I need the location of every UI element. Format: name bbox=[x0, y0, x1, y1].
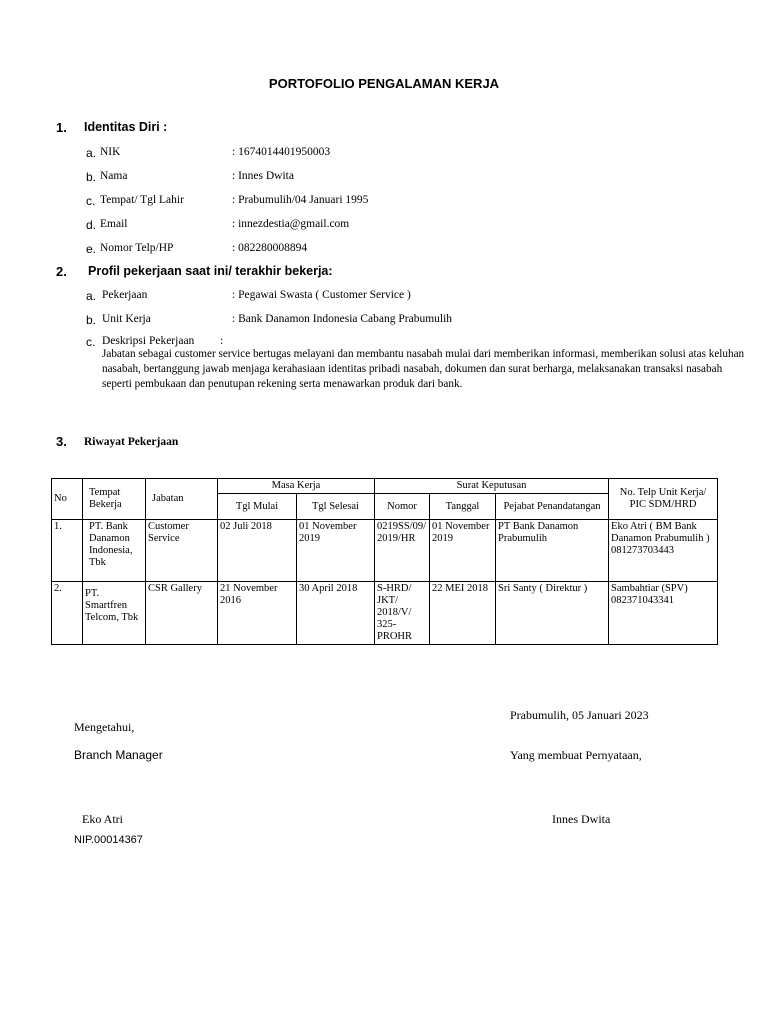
identity-label-email: Email bbox=[100, 218, 128, 230]
cell-tgl-mulai: 02 Juli 2018 bbox=[218, 520, 297, 582]
cell-jabatan: Customer Service bbox=[146, 520, 218, 582]
identity-label-nik: NIK bbox=[100, 146, 121, 158]
section-2-title: Profil pekerjaan saat ini/ terakhir bekerja: bbox=[88, 264, 333, 278]
section-1-title: Identitas Diri : bbox=[84, 120, 168, 134]
place-date: Prabumulih, 05 Januari 2023 bbox=[510, 708, 649, 722]
profile-value-deskripsi: : bbox=[220, 335, 224, 347]
profile-value-unit: : Bank Danamon Indonesia Cabang Prabumulih bbox=[232, 313, 453, 325]
identity-letter-a: a. bbox=[86, 146, 97, 160]
cell-tanggal: 01 November 2019 bbox=[430, 520, 496, 582]
header-no: No bbox=[52, 479, 83, 520]
cell-jabatan: CSR Gallery bbox=[146, 582, 218, 645]
cell-nomor: S-HRD/ JKT/ 2018/V/ 325-PROHR bbox=[375, 582, 430, 645]
identity-value-nama: : Innes Dwita bbox=[232, 170, 294, 182]
identity-label-nama: Nama bbox=[100, 170, 128, 182]
cell-tgl-mulai: 21 November 2016 bbox=[218, 582, 297, 645]
signer-left-name: Eko Atri bbox=[82, 812, 123, 826]
cell-telp: Eko Atri ( BM Bank Danamon Prabumulih ) 081273703443 bbox=[609, 520, 718, 582]
cell-pejabat: Sri Santy ( Direktur ) bbox=[496, 582, 609, 645]
job-description: Jabatan sebagai customer service bertugas melayani dan membantu nasabah mulai dari memberikan informasi, memberikan solusi atas keluhan nasabah, bertanggung jawab menjaga kerahasiaan identitas pribadi nasabah, dokumen dan surat berharga, melaksanakan transaksi nasabah seperti pembukaan dan penutupan rekening serta menawarkan produk dari bank. bbox=[102, 348, 745, 390]
cell-telp: Sambahtiar (SPV) 082371043341 bbox=[609, 582, 718, 645]
cell-tgl-selesai: 30 April 2018 bbox=[297, 582, 375, 645]
identity-value-nik: : 1674014401950003 bbox=[232, 146, 331, 158]
header-masa-kerja: Masa Kerja bbox=[218, 479, 375, 494]
work-history-table bbox=[51, 478, 718, 645]
cell-nomor: 0219SS/09/ 2019/HR bbox=[375, 520, 430, 582]
section-3-number: 3. bbox=[56, 434, 67, 449]
profile-label-unit: Unit Kerja bbox=[102, 313, 151, 325]
yang-membuat-label: Yang membuat Pernyataan, bbox=[510, 748, 642, 762]
header-tgl-selesai: Tgl Selesai bbox=[297, 494, 375, 520]
cell-no: 2. bbox=[52, 582, 83, 645]
cell-tanggal: 22 MEI 2018 bbox=[430, 582, 496, 645]
cell-tempat: PT. Bank Danamon Indonesia, Tbk bbox=[83, 520, 146, 582]
identity-value-ttl: : Prabumulih/04 Januari 1995 bbox=[232, 194, 369, 206]
cell-tempat: PT. Smartfren Telcom, Tbk bbox=[83, 582, 146, 645]
mengetahui-label: Mengetahui, bbox=[74, 720, 135, 734]
identity-letter-b: b. bbox=[86, 170, 97, 184]
profile-label-deskripsi: Deskripsi Pekerjaan bbox=[102, 335, 195, 347]
branch-manager-label: Branch Manager bbox=[74, 748, 163, 762]
header-no-telp: No. Telp Unit Kerja/ PIC SDM/HRD bbox=[609, 479, 718, 520]
identity-label-phone: Nomor Telp/HP bbox=[100, 242, 174, 254]
identity-value-email: : innezdestia@gmail.com bbox=[232, 218, 350, 230]
identity-letter-c: c. bbox=[86, 194, 96, 208]
identity-letter-e: e. bbox=[86, 242, 97, 256]
cell-tgl-selesai: 01 November 2019 bbox=[297, 520, 375, 582]
profile-letter-c: c. bbox=[86, 335, 96, 349]
identity-value-phone: : 082280008894 bbox=[232, 242, 308, 254]
header-nomor: Nomor bbox=[375, 494, 430, 520]
profile-label-pekerjaan: Pekerjaan bbox=[102, 289, 148, 301]
profile-letter-a: a. bbox=[86, 289, 97, 303]
header-jabatan: Jabatan bbox=[146, 479, 218, 520]
cell-no: 1. bbox=[52, 520, 83, 582]
header-tgl-mulai: Tgl Mulai bbox=[218, 494, 297, 520]
section-2-number: 2. bbox=[56, 264, 67, 279]
signer-right-name: Innes Dwita bbox=[552, 812, 611, 826]
cell-pejabat: PT Bank Danamon Prabumulih bbox=[496, 520, 609, 582]
table-row bbox=[52, 582, 718, 645]
identity-letter-d: d. bbox=[86, 218, 97, 232]
header-surat-keputusan: Surat Keputusan bbox=[375, 479, 609, 494]
table-row bbox=[52, 520, 718, 582]
profile-value-pekerjaan: : Pegawai Swasta ( Customer Service ) bbox=[232, 289, 411, 301]
profile-letter-b: b. bbox=[86, 313, 97, 327]
identity-label-ttl: Tempat/ Tgl Lahir bbox=[100, 194, 184, 206]
header-tanggal: Tanggal bbox=[430, 494, 496, 520]
header-pejabat: Pejabat Penandatangan bbox=[496, 494, 609, 520]
nip-number: NIP.00014367 bbox=[74, 834, 143, 846]
document-title: PORTOFOLIO PENGALAMAN KERJA bbox=[268, 76, 500, 91]
section-3-title: Riwayat Pekerjaan bbox=[84, 436, 179, 448]
header-tempat: Tempat Bekerja bbox=[83, 479, 146, 520]
section-1-number: 1. bbox=[56, 120, 67, 135]
